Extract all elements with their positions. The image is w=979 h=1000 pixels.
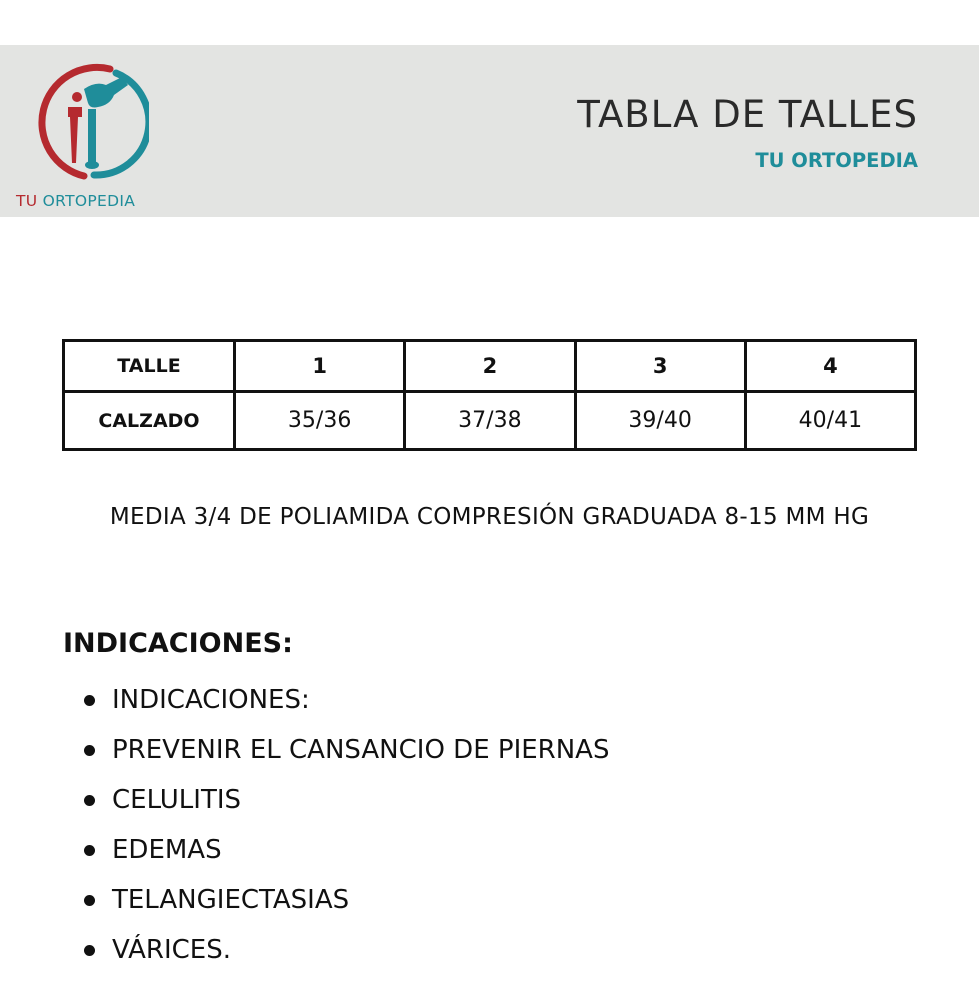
list-item-text: INDICACIONES: [112, 685, 310, 715]
list-item [84, 725, 609, 775]
list-item-text: CELULITIS [112, 785, 242, 815]
brand-subtitle: TU ORTOPEDIA [755, 149, 918, 172]
product-description: MEDIA 3/4 DE POLIAMIDA COMPRESIÓN GRADUADA 8-15 MM HG [109, 504, 870, 530]
list-item-text: VÁRICES. [112, 935, 231, 965]
list-item [84, 825, 609, 875]
bullet-icon [84, 795, 95, 806]
size-table [62, 339, 917, 451]
table-row-talle [64, 341, 916, 392]
list-item [84, 925, 609, 975]
list-item [84, 675, 609, 725]
list-item [84, 875, 609, 925]
brand-logo [14, 59, 159, 209]
bullet-icon [84, 945, 95, 956]
list-item-text: EDEMAS [112, 835, 222, 865]
bullet-icon [84, 745, 95, 756]
list-item-text: PREVENIR EL CANSANCIO DE PIERNAS [112, 735, 610, 765]
header-band [0, 45, 979, 217]
bullet-icon [84, 695, 95, 706]
page-title: TABLA DE TALLES [577, 93, 918, 136]
list-item [84, 775, 609, 825]
calzado-cell: 39/40 [575, 392, 745, 450]
calzado-cell: 40/41 [745, 392, 915, 450]
talle-cell: 2 [405, 341, 575, 392]
bullet-icon [84, 845, 95, 856]
ortopedia-joint-logo-icon [24, 59, 149, 184]
indications-title: INDICACIONES: [63, 628, 293, 659]
row-label-calzado: CALZADO [64, 392, 235, 450]
row-label-talle: TALLE [64, 341, 235, 392]
calzado-cell: 35/36 [235, 392, 405, 450]
bullet-icon [84, 895, 95, 906]
calzado-cell: 37/38 [405, 392, 575, 450]
talle-cell: 4 [745, 341, 915, 392]
table-row-calzado [64, 392, 916, 450]
talle-cell: 1 [235, 341, 405, 392]
talle-cell: 3 [575, 341, 745, 392]
list-item-text: TELANGIECTASIAS [112, 885, 350, 915]
indications-list [84, 675, 609, 975]
logo-text: TU ORTOPEDIA [16, 192, 136, 210]
